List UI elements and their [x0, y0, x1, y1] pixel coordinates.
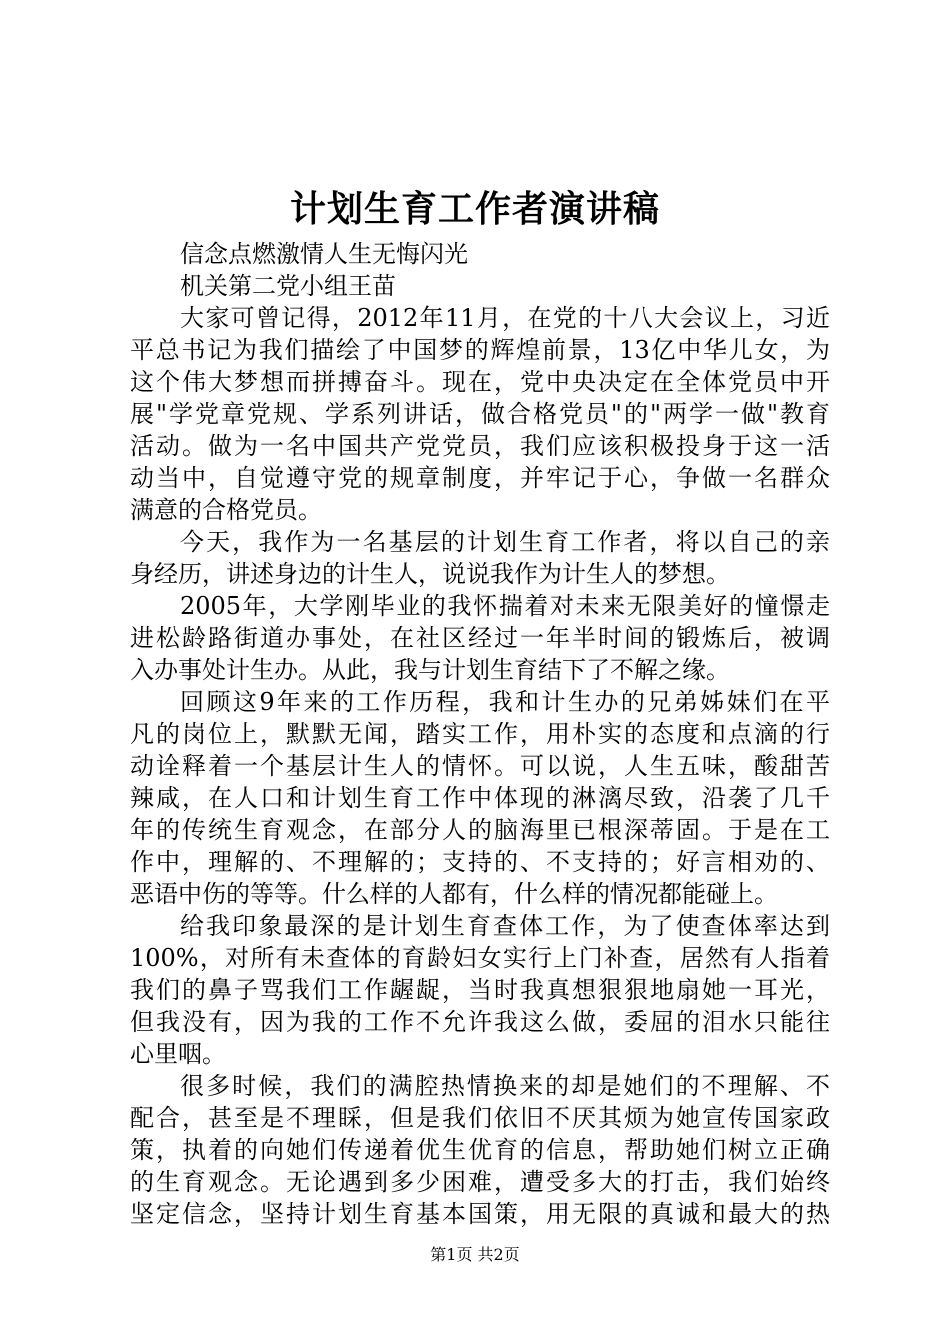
paragraph-4-line-1: 回顾这9年来的工作历程，我和计生办的兄弟姊妹们在平 — [180, 688, 830, 716]
paragraph-6-line-4: 的生育观念。无论遇到多少困难，遭受多大的打击，我们始终 — [130, 1168, 830, 1196]
paragraph-1-line-6: 动当中，自觉遵守党的规章制度，并牢记于心，争做一名群众 — [130, 464, 830, 492]
document-title: 计划生育工作者演讲稿 — [289, 188, 660, 230]
paragraph-4-line-4: 辣咸，在人口和计划生育工作中体现的淋漓尽致，沿袭了几千 — [130, 784, 830, 812]
paragraph-3-line-3: 入办事处计生办。从此，我与计划生育结下了不解之缘。 — [130, 656, 730, 684]
paragraph-1-line-7: 满意的合格党员。 — [130, 496, 322, 524]
paragraph-1-line-3: 这个伟大梦想而拼搏奋斗。现在，党中央决定在全体党员中开 — [130, 368, 830, 396]
paragraph-4-line-3: 动诠释着一个基层计生人的情怀。可以说，人生五味，酸甜苦 — [130, 752, 830, 780]
paragraph-5-line-1: 给我印象最深的是计划生育查体工作，为了使查体率达到 — [180, 912, 830, 940]
paragraph-3-line-2: 进松龄路街道办事处，在社区经过一年半时间的锻炼后，被调 — [130, 624, 830, 652]
paragraph-2-line-2: 身经历，讲述身边的计生人，说说我作为计生人的梦想。 — [130, 560, 730, 588]
paragraph-2-line-1: 今天，我作为一名基层的计划生育工作者，将以自己的亲 — [180, 528, 830, 556]
paragraph-6-line-2: 配合，甚至是不理睬，但是我们依旧不厌其烦为她宣传国家政 — [130, 1104, 830, 1132]
paragraph-4-line-7: 恶语中伤的等等。什么样的人都有，什么样的情况都能碰上。 — [130, 880, 778, 908]
paragraph-1-line-4: 展"学党章党规、学系列讲话，做合格党员"的"两学一做"教育 — [130, 400, 830, 428]
paragraph-4-line-2: 凡的岗位上，默默无闻，踏实工作，用朴实的态度和点滴的行 — [130, 720, 830, 748]
paragraph-3-line-1: 2005年，大学刚毕业的我怀揣着对未来无限美好的憧憬走 — [180, 592, 830, 620]
page-footer: 第1页 共2页 — [430, 1245, 520, 1264]
paragraph-6-line-5: 坚定信念，坚持计划生育基本国策，用无限的真诚和最大的热 — [130, 1200, 830, 1228]
paragraph-5-line-4: 但我没有，因为我的工作不允许我这么做，委屈的泪水只能往 — [130, 1008, 830, 1036]
paragraph-1-line-2: 平总书记为我们描绘了中国梦的辉煌前景，13亿中华儿女，为 — [130, 336, 830, 364]
author-line: 机关第二党小组王苗 — [180, 272, 396, 300]
paragraph-4-line-6: 作中，理解的、不理解的；支持的、不支持的；好言相劝的、 — [130, 848, 830, 876]
subtitle-line: 信念点燃激情人生无悔闪光 — [180, 240, 468, 268]
paragraph-6-line-1: 很多时候，我们的满腔热情换来的却是她们的不理解、不 — [180, 1072, 830, 1100]
paragraph-6-line-3: 策，执着的向她们传递着优生优育的信息，帮助她们树立正确 — [130, 1136, 830, 1164]
paragraph-1-line-1: 大家可曾记得，2012年11月，在党的十八大会议上，习近 — [180, 304, 830, 332]
paragraph-1-line-5: 活动。做为一名中国共产党党员，我们应该积极投身于这一活 — [130, 432, 830, 460]
paragraph-4-line-5: 年的传统生育观念，在部分人的脑海里已根深蒂固。于是在工 — [130, 816, 830, 844]
document-body — [130, 238, 830, 1230]
paragraph-5-line-5: 心里咽。 — [130, 1040, 226, 1068]
paragraph-5-line-2: 100%，对所有未查体的育龄妇女实行上门补查，居然有人指着 — [130, 944, 830, 972]
paragraph-5-line-3: 我们的鼻子骂我们工作龌龊，当时我真想狠狠地扇她一耳光， — [130, 976, 830, 1004]
